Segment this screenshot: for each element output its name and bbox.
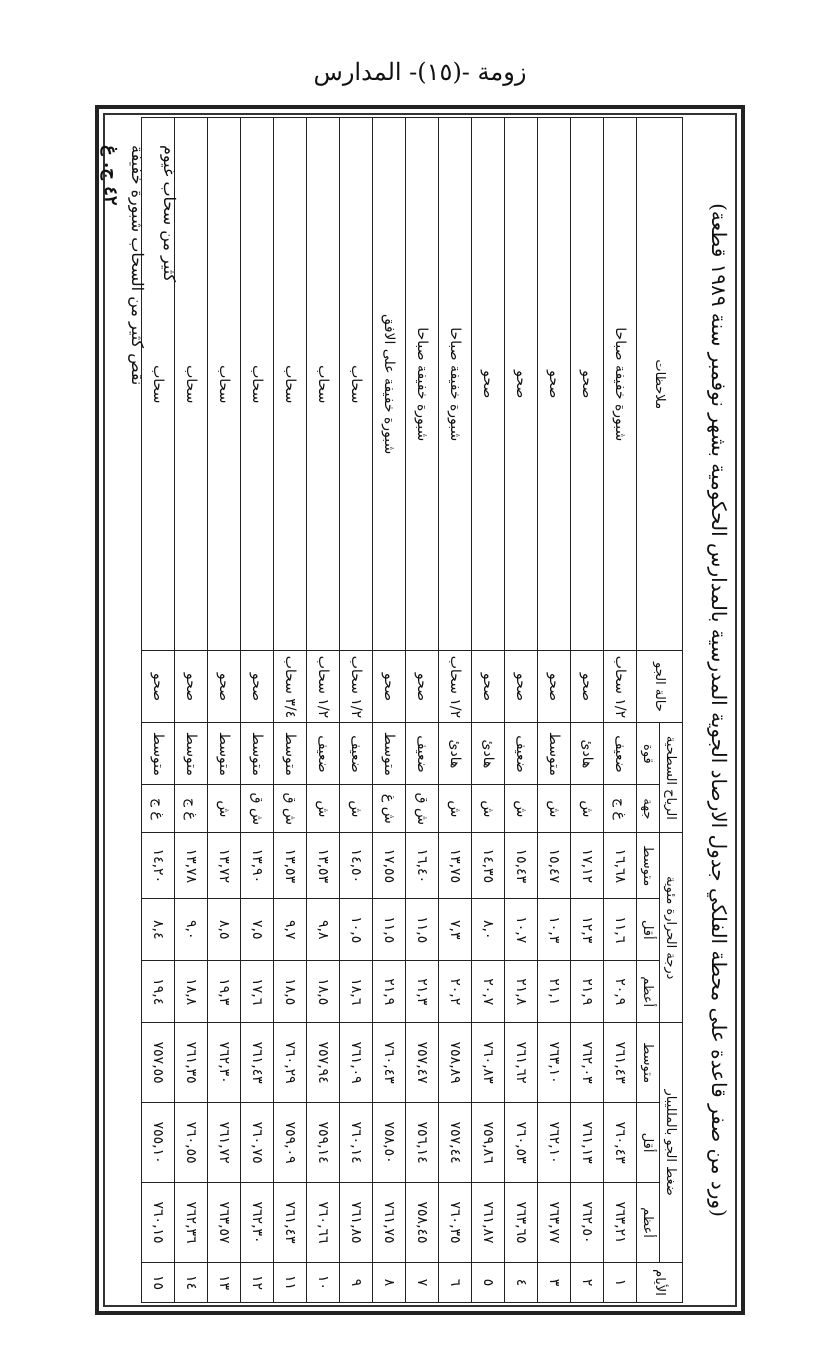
pressure-max-cell: ٧٦٣,٧٧ (538, 1183, 571, 1263)
wind-force-cell: ضعيف (307, 723, 340, 785)
page-header-title: زومة -(١٥)- المدارس (313, 58, 527, 86)
wind-direction-cell: ش ق (241, 785, 274, 833)
pressure-min-cell: ٧٦١,١٣ (571, 1103, 604, 1183)
table-row (505, 118, 538, 1303)
pressure-max-header: أعظم (637, 1183, 660, 1263)
day-cell: ١٣ (208, 1263, 241, 1303)
wind-force-cell: متوسط (208, 723, 241, 785)
pressure-avg-cell: ٧٦٣,١٠ (538, 1023, 571, 1103)
temp-max-cell: ١٨,٨ (175, 961, 208, 1023)
pressure-avg-cell: ٧٦٠,٤٣ (373, 1023, 406, 1103)
temp-max-cell: ٢١,٩ (571, 961, 604, 1023)
sky-cell: صحو (241, 651, 274, 723)
temp-min-cell: ٩,٨ (307, 899, 340, 961)
temp-max-cell: ٢٠,٧ (472, 961, 505, 1023)
pressure-max-cell: ٧٥٨,٤٥ (406, 1183, 439, 1263)
pressure-max-cell: ٧٦١,٤٣ (274, 1183, 307, 1263)
pressure-avg-cell: ٧٦٠,٨٣ (472, 1023, 505, 1103)
wind-force-cell: متوسط (274, 723, 307, 785)
notes-cell: سحاب (208, 118, 241, 651)
day-cell: ٥ (472, 1263, 505, 1303)
temp-min-cell: ٨,٠ (472, 899, 505, 961)
pressure-max-cell: ٧٦١,٨٧ (472, 1183, 505, 1263)
temp-min-header: أقل (637, 899, 660, 961)
temp-min-cell: ١١,٥ (406, 899, 439, 961)
notes-header: ملاحظات (637, 118, 683, 651)
wind-force-cell: متوسط (241, 723, 274, 785)
wind-direction-cell: غ ج (175, 785, 208, 833)
temp-max-cell: ٢٠,٩ (604, 961, 637, 1023)
notes-cell: صحو (505, 118, 538, 651)
temp-avg-cell: ١٣,٥٣ (274, 833, 307, 899)
pressure-min-cell: ٧٥٧,٤٤ (439, 1103, 472, 1183)
temp-avg-cell: ١٤,٣٥ (472, 833, 505, 899)
wind-direction-cell: غ ج (142, 785, 175, 833)
pressure-max-cell: ٧٦٠,٦٦ (307, 1183, 340, 1263)
pressure-min-cell: ٧٦٠,١٤ (340, 1103, 373, 1183)
day-cell: ١٢ (241, 1263, 274, 1303)
table-row (307, 118, 340, 1303)
pressure-group-header: ضغط الجو بالملليبار (660, 1023, 683, 1263)
pressure-avg-cell: ٧٦١,٠٩ (340, 1023, 373, 1103)
pressure-avg-cell: ٧٦١,٣٥ (175, 1023, 208, 1103)
temp-min-cell: ٩,٠ (175, 899, 208, 961)
temp-max-cell: ٢١,٣ (406, 961, 439, 1023)
day-cell: ٩ (340, 1263, 373, 1303)
notes-cell: سحاب (175, 118, 208, 651)
pressure-max-cell: ٧٦١,٧٥ (373, 1183, 406, 1263)
sky-cell: صحو (175, 651, 208, 723)
wind-group-header: الرياح السطحية (660, 723, 683, 833)
temperature-group-header: درجة الحرارة مئوية (660, 833, 683, 1023)
pressure-avg-cell: ٧٦٠,٢٩ (274, 1023, 307, 1103)
sky-cell: ١/٢ سحاب (307, 651, 340, 723)
notes-cell: سحاب (142, 118, 175, 651)
day-cell: ٢ (571, 1263, 604, 1303)
table-row (340, 118, 373, 1303)
table-row (175, 118, 208, 1303)
temp-max-cell: ١٩,٤ (142, 961, 175, 1023)
table-row (538, 118, 571, 1303)
table-row (439, 118, 472, 1303)
temp-max-cell: ٢١,١ (538, 961, 571, 1023)
pressure-avg-cell: ٧٦١,٤٣ (604, 1023, 637, 1103)
temp-max-header: أعظم (637, 961, 660, 1023)
pressure-min-cell: ٧٦٢,١٠ (538, 1103, 571, 1183)
pressure-min-cell: ٧٥٥,١٠ (142, 1103, 175, 1183)
pressure-max-cell: ٧٦٣,٢١ (604, 1183, 637, 1263)
pressure-max-cell: ٧٦١,٨٥ (340, 1183, 373, 1263)
wind-direction-cell: ش (472, 785, 505, 833)
wind-force-cell: متوسط (373, 723, 406, 785)
wind-direction-cell: ش ق (274, 785, 307, 833)
table-row (472, 118, 505, 1303)
sky-header: حالة الجو (637, 651, 683, 723)
temp-avg-cell: ١٧,١٢ (571, 833, 604, 899)
day-cell: ١١ (274, 1263, 307, 1303)
sky-cell: ١/٢ سحاب (439, 651, 472, 723)
notes-cell: صحو (472, 118, 505, 651)
temp-avg-cell: ١٤,٢٠ (142, 833, 175, 899)
wind-direction-cell: ش (208, 785, 241, 833)
temp-min-cell: ٧,٥ (241, 899, 274, 961)
pressure-min-cell: ٧٦١,٧٢ (208, 1103, 241, 1183)
handwritten-note-3: ٤٢ ج. غ (100, 145, 121, 206)
wind-direction-cell: غ ج (604, 785, 637, 833)
temp-avg-cell: ١٤,٥٠ (340, 833, 373, 899)
notes-cell: صحو (538, 118, 571, 651)
wind-force-cell: متوسط (175, 723, 208, 785)
temp-min-cell: ١٠,٧ (505, 899, 538, 961)
sky-cell: ٣/٤ سحاب (274, 651, 307, 723)
temp-avg-cell: ١٣,٩٠ (241, 833, 274, 899)
wind-direction-cell: ش (571, 785, 604, 833)
wind-force-cell: متوسط (142, 723, 175, 785)
pressure-min-cell: ٧٦٠,٤٣ (604, 1103, 637, 1183)
pressure-avg-cell: ٧٦١,٦٢ (505, 1023, 538, 1103)
pressure-min-cell: ٧٥٩,٨٦ (472, 1103, 505, 1183)
pressure-max-cell: ٧٦٣,٥٧ (208, 1183, 241, 1263)
temp-avg-cell: ١٣,٧٨ (175, 833, 208, 899)
day-cell: ١٤ (175, 1263, 208, 1303)
pressure-max-cell: ٧٦٣,٦٥ (505, 1183, 538, 1263)
notes-cell: سحاب (340, 118, 373, 651)
notes-cell: سحاب (307, 118, 340, 651)
wind-force-cell: هادئ (571, 723, 604, 785)
temp-max-cell: ١٩,٣ (208, 961, 241, 1023)
table-row (241, 118, 274, 1303)
temp-avg-cell: ١٧,٥٥ (373, 833, 406, 899)
temp-max-cell: ١٧,٦ (241, 961, 274, 1023)
temp-avg-cell: ١٣,٧٥ (439, 833, 472, 899)
day-cell: ١٠ (307, 1263, 340, 1303)
notes-cell: سحاب (274, 118, 307, 651)
pressure-min-cell: ٧٥٩,٠٩ (274, 1103, 307, 1183)
temp-min-cell: ١٢,٣ (571, 899, 604, 961)
notes-cell: شبورة خفيفة صباحا (604, 118, 637, 651)
temp-avg-header: متوسط (637, 833, 660, 899)
sky-cell: صحو (538, 651, 571, 723)
day-header: الأيام (637, 1263, 683, 1303)
pressure-min-cell: ٧٥٨,٥٠ (373, 1103, 406, 1183)
temp-min-cell: ١١,٦ (604, 899, 637, 961)
wind-force-cell: ضعيف (604, 723, 637, 785)
wind-direction-cell: ش (538, 785, 571, 833)
wind-force-cell: متوسط (538, 723, 571, 785)
temp-min-cell: ١١,٥ (373, 899, 406, 961)
sky-cell: صحو (505, 651, 538, 723)
pressure-avg-header: متوسط (637, 1023, 660, 1103)
pressure-min-cell: ٧٥٦,١٤ (406, 1103, 439, 1183)
temp-avg-cell: ١٦,٦٨ (604, 833, 637, 899)
temp-max-cell: ٢١,٨ (505, 961, 538, 1023)
wind-force-cell: هادئ (472, 723, 505, 785)
temp-min-cell: ١٠,٥ (340, 899, 373, 961)
pressure-min-header: أقل (637, 1103, 660, 1183)
wind-force-cell: هادئ (439, 723, 472, 785)
temp-max-cell: ١٨,٥ (307, 961, 340, 1023)
wind-direction-header: جهة (637, 785, 660, 833)
notes-cell: شبورة خفيفة صباحا (439, 118, 472, 651)
temp-min-cell: ٩,٧ (274, 899, 307, 961)
day-cell: ٤ (505, 1263, 538, 1303)
temp-min-cell: ٨,٤ (142, 899, 175, 961)
temp-max-cell: ٢١,٩ (373, 961, 406, 1023)
temp-avg-cell: ١٥,٤٧ (538, 833, 571, 899)
wind-direction-cell: ش (340, 785, 373, 833)
sky-cell: ١/٢ سحاب (340, 651, 373, 723)
temp-min-cell: ٧,٣ (439, 899, 472, 961)
pressure-avg-cell: ٧٥٧,٥٥ (142, 1023, 175, 1103)
table-row (406, 118, 439, 1303)
temp-max-cell: ١٨,٦ (340, 961, 373, 1023)
wind-direction-cell: ش (505, 785, 538, 833)
handwritten-note-1: كثير من سحاب غيوم (160, 145, 179, 283)
sky-cell: صحو (406, 651, 439, 723)
sky-cell: صحو (373, 651, 406, 723)
temp-avg-cell: ١٣,٧٢ (208, 833, 241, 899)
table-row (274, 118, 307, 1303)
notes-cell: سحاب (241, 118, 274, 651)
header-row-groups (660, 118, 683, 1303)
wind-force-cell: ضعيف (406, 723, 439, 785)
sky-cell: صحو (472, 651, 505, 723)
pressure-max-cell: ٧٦٠,٣٥ (439, 1183, 472, 1263)
pressure-avg-cell: ٧٥٧,٤٧ (406, 1023, 439, 1103)
day-cell: ٨ (373, 1263, 406, 1303)
wind-direction-cell: ش (439, 785, 472, 833)
table-row (208, 118, 241, 1303)
sky-cell: صحو (142, 651, 175, 723)
table-sheet (95, 105, 745, 1315)
wind-force-cell: ضعيف (505, 723, 538, 785)
day-cell: ٣ (538, 1263, 571, 1303)
pressure-avg-cell: ٧٦٢,٣٠ (208, 1023, 241, 1103)
temp-avg-cell: ١٥,٤٣ (505, 833, 538, 899)
temp-min-cell: ١٠,٣ (538, 899, 571, 961)
table-row (373, 118, 406, 1303)
pressure-avg-cell: ٧٥٧,٩٤ (307, 1023, 340, 1103)
handwritten-note-2: نقص كثير من السحاب شبورة خفيفة (128, 145, 147, 386)
sky-cell: ١/٢ سحاب (604, 651, 637, 723)
table-title: (ورد من صفر قاعدة على محطة الفلكي جدول الارصاد الجوية المدرسية بالمدارس الحكومية بشهر نوفمبر سنة ١٩٨٩ قطعة) (707, 203, 731, 1217)
pressure-max-cell: ٧٦٢,٣٦ (175, 1183, 208, 1263)
pressure-avg-cell: ٧٥٨,٨٩ (439, 1023, 472, 1103)
temp-max-cell: ١٨,٥ (274, 961, 307, 1023)
temp-avg-cell: ١٣,٥٣ (307, 833, 340, 899)
wind-direction-cell: ش ق (406, 785, 439, 833)
wind-force-header: قوة (637, 723, 660, 785)
observations-table (141, 117, 683, 1303)
day-cell: ٦ (439, 1263, 472, 1303)
pressure-avg-cell: ٧٦١,٤٣ (241, 1023, 274, 1103)
pressure-avg-cell: ٧٦٢,٠٣ (571, 1023, 604, 1103)
pressure-max-cell: ٧٦٢,٣٠ (241, 1183, 274, 1263)
table-row (604, 118, 637, 1303)
pressure-min-cell: ٧٦٠,٥٥ (175, 1103, 208, 1183)
pressure-max-cell: ٧٦٢,٥٠ (571, 1183, 604, 1263)
wind-force-cell: ضعيف (340, 723, 373, 785)
wind-direction-cell: ش غ (373, 785, 406, 833)
pressure-min-cell: ٧٥٩,١٤ (307, 1103, 340, 1183)
notes-cell: شبورة خفيفة صباحا (406, 118, 439, 651)
pressure-min-cell: ٧٦٠,٧٥ (241, 1103, 274, 1183)
table-row (571, 118, 604, 1303)
day-cell: ٧ (406, 1263, 439, 1303)
temp-max-cell: ٢٠,٢ (439, 961, 472, 1023)
temp-min-cell: ٨,٥ (208, 899, 241, 961)
temp-avg-cell: ١٦,٤٠ (406, 833, 439, 899)
pressure-min-cell: ٧٦٠,٥٣ (505, 1103, 538, 1183)
notes-cell: صحو (571, 118, 604, 651)
wind-direction-cell: ش (307, 785, 340, 833)
pressure-max-cell: ٧٦٠,١٥ (142, 1183, 175, 1263)
day-cell: ١٥ (142, 1263, 175, 1303)
sky-cell: صحو (571, 651, 604, 723)
day-cell: ١ (604, 1263, 637, 1303)
sky-cell: صحو (208, 651, 241, 723)
notes-cell: شبورة خفيفة على الافق (373, 118, 406, 651)
